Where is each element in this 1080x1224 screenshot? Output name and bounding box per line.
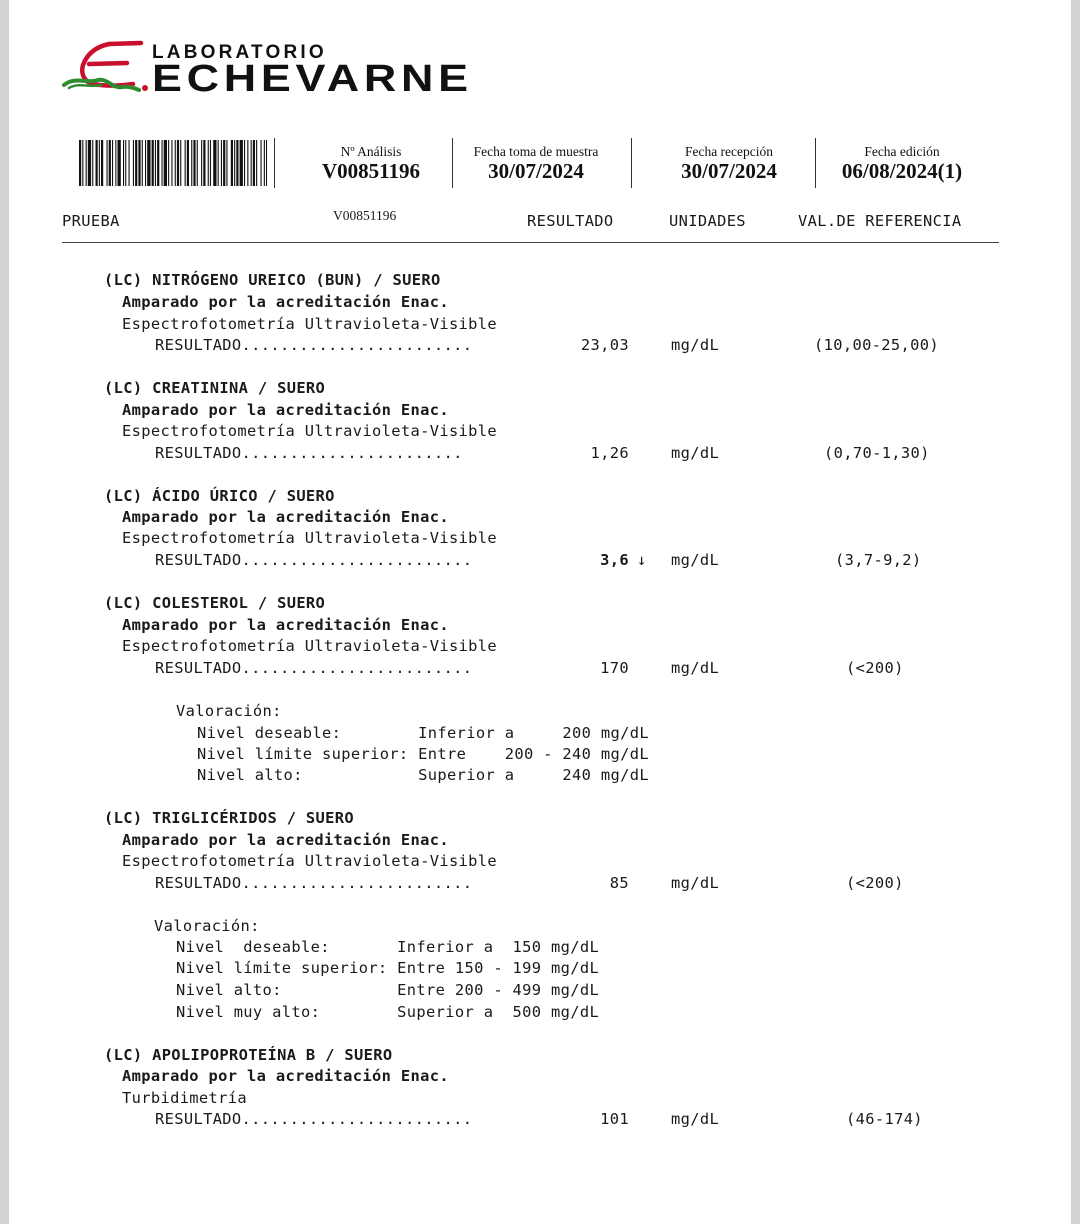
barcode-bar: [264, 140, 265, 186]
barcode-bar: [125, 140, 126, 186]
assessment-line: Nivel deseable: Inferior a 150 mg/dL: [176, 938, 600, 956]
echevarne-logo-icon: [61, 38, 156, 96]
result-value: 3,6: [600, 551, 629, 569]
result-unit: mg/dL: [671, 336, 720, 354]
test-accreditation: Amparado por la acreditación Enac.: [122, 831, 449, 849]
barcode-bar: [99, 140, 100, 186]
barcode-bar: [180, 140, 181, 186]
test-method: Espectrofotometría Ultravioleta-Visible: [122, 637, 498, 655]
barcode-bar: [197, 140, 198, 186]
barcode-bar: [96, 140, 98, 186]
sample-date-label: Fecha toma de muestra: [473, 144, 599, 159]
assessment-line: Nivel muy alto: Superior a 500 mg/dL: [176, 1003, 600, 1021]
barcode-bar: [187, 140, 189, 186]
test-title: (LC) APOLIPOPROTEÍNA B / SUERO: [104, 1046, 393, 1064]
reception-date-value: 30/07/2024: [681, 159, 777, 183]
test-title: (LC) ÁCIDO ÚRICO / SUERO: [104, 487, 335, 505]
test-accreditation: Amparado por la acreditación Enac.: [122, 401, 449, 419]
result-value: 101: [600, 1110, 629, 1128]
test-title: (LC) NITRÓGENO UREICO (BUN) / SUERO: [104, 271, 441, 289]
result-unit: mg/dL: [671, 1110, 720, 1128]
result-value: 170: [600, 659, 629, 677]
result-reference: (46-174): [846, 1110, 923, 1128]
result-value: 1,26: [590, 444, 629, 462]
barcode-bar: [236, 140, 238, 186]
result-value: 85: [609, 874, 629, 892]
test-accreditation: Amparado por la acreditación Enac.: [122, 293, 449, 311]
test-method: Espectrofotometría Ultravioleta-Visible: [122, 852, 498, 870]
assessment-line: Nivel deseable: Inferior a 200 mg/dL: [197, 724, 649, 742]
test-title: (LC) TRIGLICÉRIDOS / SUERO: [104, 809, 355, 827]
barcode-bar: [221, 140, 222, 186]
analysis-label: Nº Análisis: [340, 144, 402, 159]
barcode-bar: [168, 140, 169, 186]
assessment-line: Nivel alto: Entre 200 - 499 mg/dL: [176, 981, 600, 999]
barcode-bar: [118, 140, 121, 186]
barcode-bar: [177, 140, 179, 186]
assessment-heading: Valoración:: [176, 702, 282, 720]
barcode-bar: [193, 140, 195, 186]
result-reference: (<200): [846, 659, 904, 677]
barcode-bar: [208, 140, 209, 186]
barcode-bar: [147, 140, 150, 186]
edition-date-label: Fecha edición: [864, 144, 940, 159]
result-reference: (3,7-9,2): [835, 551, 922, 569]
barcode-bar: [79, 140, 81, 186]
test-method: Espectrofotometría Ultravioleta-Visible: [122, 315, 498, 333]
barcode-bar: [266, 140, 267, 186]
result-label: RESULTADO........................: [155, 1110, 473, 1128]
header-divider: [452, 138, 453, 188]
barcode-bar: [157, 140, 159, 186]
result-label: RESULTADO........................: [155, 336, 473, 354]
column-referencia: VAL.DE REFERENCIA: [798, 212, 962, 230]
result-unit: mg/dL: [671, 659, 720, 677]
report-page: [9, 0, 1071, 1224]
analysis-value: V00851196: [321, 159, 420, 183]
column-resultado: RESULTADO: [527, 212, 614, 230]
barcode-bar: [129, 140, 130, 186]
header-divider: [631, 138, 632, 188]
barcode-bar: [218, 140, 219, 186]
barcode-bar: [133, 140, 134, 186]
column-prueba: PRUEBA: [62, 212, 120, 230]
result-reference: (0,70-1,30): [824, 444, 930, 462]
assessment-heading: Valoración:: [154, 917, 260, 935]
result-label: RESULTADO.......................: [155, 444, 463, 462]
result-reference: (<200): [846, 874, 904, 892]
barcode-bar: [231, 140, 233, 186]
barcode-bar: [135, 140, 137, 186]
barcode-bar: [82, 140, 83, 186]
barcode-bar: [234, 140, 235, 186]
barcode-bar: [226, 140, 227, 186]
barcode-bar: [251, 140, 252, 186]
barcode-bar: [138, 140, 140, 186]
barcode-bar: [175, 140, 176, 186]
result-label: RESULTADO........................: [155, 874, 473, 892]
low-flag-icon: ↓: [637, 551, 647, 569]
barcode-bar: [92, 140, 93, 186]
barcode: [79, 140, 267, 186]
barcode-bar: [244, 140, 245, 186]
result-reference: (10,00-25,00): [814, 336, 940, 354]
test-title: (LC) CREATININA / SUERO: [104, 379, 326, 397]
barcode-bar: [185, 140, 186, 186]
barcode-bar: [101, 140, 103, 186]
barcode-bar: [203, 140, 205, 186]
assessment-line: Nivel límite superior: Entre 200 - 240 mg/dL: [197, 745, 649, 763]
barcode-bar: [191, 140, 192, 186]
barcode-bar: [240, 140, 243, 186]
barcode-bar: [109, 140, 111, 186]
result-label: RESULTADO........................: [155, 659, 473, 677]
result-unit: mg/dL: [671, 551, 720, 569]
result-unit: mg/dL: [671, 444, 720, 462]
barcode-bar: [210, 140, 211, 186]
result-label: RESULTADO........................: [155, 551, 473, 569]
barcode-bar: [171, 140, 172, 186]
result-value: 23,03: [580, 336, 629, 354]
barcode-bar: [201, 140, 202, 186]
barcode-bar: [145, 140, 146, 186]
header-divider: [815, 138, 816, 188]
barcode-bar: [115, 140, 116, 186]
test-accreditation: Amparado por la acreditación Enac.: [122, 1067, 449, 1085]
header-divider: [274, 138, 275, 188]
assessment-line: Nivel límite superior: Entre 150 - 199 mg/dL: [176, 959, 600, 977]
barcode-bar: [223, 140, 225, 186]
sample-date-value: 30/07/2024: [488, 159, 584, 183]
barcode-bar: [112, 140, 113, 186]
result-unit: mg/dL: [671, 874, 720, 892]
test-accreditation: Amparado por la acreditación Enac.: [122, 508, 449, 526]
header-rule: [62, 242, 999, 243]
barcode-bar: [247, 140, 248, 186]
barcode-bar: [256, 140, 257, 186]
reception-date-label: Fecha recepción: [684, 144, 774, 159]
barcode-bar: [253, 140, 255, 186]
test-accreditation: Amparado por la acreditación Enac.: [122, 616, 449, 634]
column-analysis-code: V00851196: [333, 208, 397, 223]
barcode-bar: [123, 140, 124, 186]
barcode-bar: [152, 140, 154, 186]
barcode-bar: [261, 140, 262, 186]
barcode-bar: [107, 140, 108, 186]
logo-line1: LABORATORIO: [152, 42, 327, 63]
test-method: Turbidimetría: [122, 1089, 248, 1107]
test-title: (LC) COLESTEROL / SUERO: [104, 594, 326, 612]
barcode-bar: [164, 140, 167, 186]
barcode-bar: [86, 140, 87, 186]
barcode-bar: [213, 140, 216, 186]
logo-line2: ECHEVARNE: [152, 58, 473, 100]
barcode-bar: [155, 140, 156, 186]
barcode-bar: [88, 140, 91, 186]
edition-date-value: 06/08/2024(1): [841, 159, 963, 183]
test-method: Espectrofotometría Ultravioleta-Visible: [122, 422, 498, 440]
assessment-line: Nivel alto: Superior a 240 mg/dL: [197, 766, 649, 784]
column-unidades: UNIDADES: [669, 212, 746, 230]
barcode-bar: [142, 140, 143, 186]
test-method: Espectrofotometría Ultravioleta-Visible: [122, 529, 498, 547]
barcode-bar: [162, 140, 163, 186]
